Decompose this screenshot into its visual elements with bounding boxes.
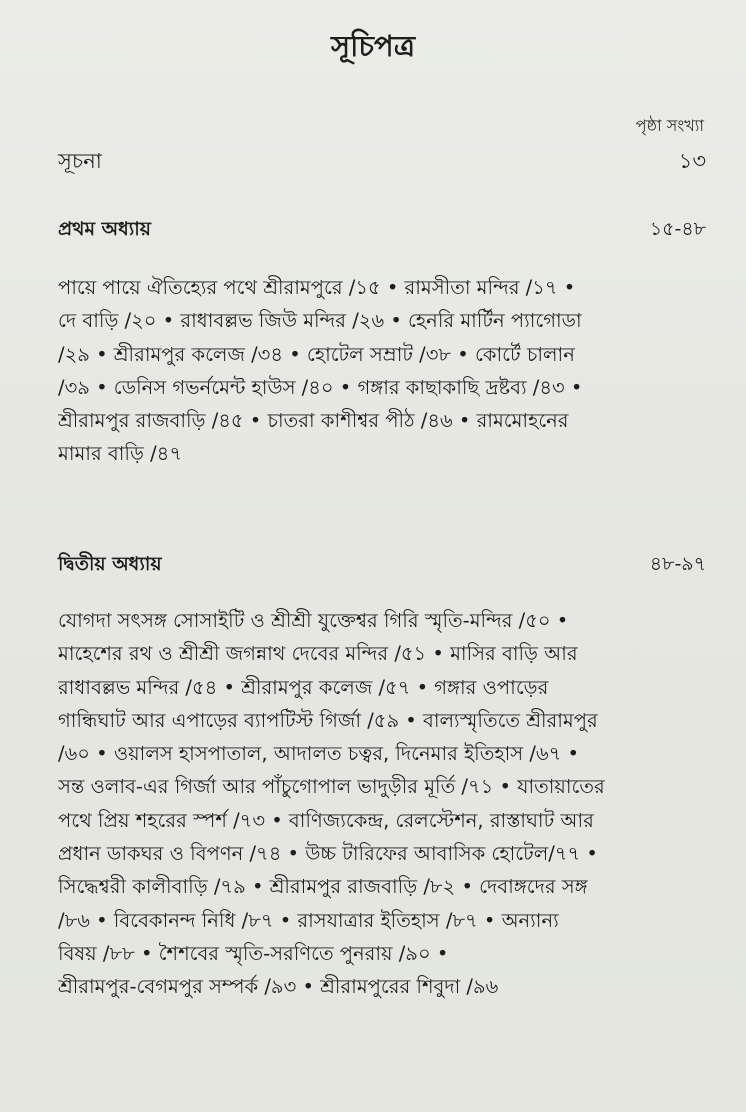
contents-line: মাহেশের রথ ও শ্রীশ্রী জগন্নাথ দেবের মন্দির /৫১ • মাসির বাড়ি আর bbox=[58, 642, 578, 666]
contents-line: বিষয় /৮৮ • শৈশবের স্মৃতি-সরণিতে পুনরায় /৯০ • bbox=[58, 941, 449, 965]
chapter-title: দ্বিতীয় অধ্যায় bbox=[58, 553, 162, 575]
toc-entry-page: ১৩ bbox=[678, 149, 706, 173]
page-number-column-header: পৃষ্ঠা সংখ্যা bbox=[635, 116, 704, 135]
contents-line: গান্ধিঘাট আর এপাড়ের ব্যাপটিস্ট গির্জা /৫৯ • বাল্যস্মৃতিতে শ্রীরামপুর bbox=[58, 708, 598, 732]
contents-line: মামার বাড়ি /৪৭ bbox=[58, 442, 182, 466]
contents-line: রাধাবল্লভ মন্দির /৫৪ • শ্রীরামপুর কলেজ /৫৭ • গঙ্গার ওপাড়ের bbox=[58, 675, 549, 699]
chapter-page-range: ১৫-৪৮ bbox=[649, 218, 706, 240]
chapter-1-contents bbox=[58, 271, 708, 471]
contents-line: /২৯ • শ্রীরামপুর কলেজ /৩৪ • হোটেল সম্রাট /৩৮ • কোর্টে চালান bbox=[58, 342, 575, 366]
chapter-title: প্রথম অধ্যায় bbox=[58, 218, 151, 240]
contents-line: সন্ত ওলাব-এর গির্জা আর পাঁচুগোপাল ভাদুড়ীর মূর্তি /৭১ • যাতায়াতের bbox=[58, 775, 605, 799]
chapter-2-contents bbox=[58, 604, 708, 1004]
toc-entry-label: সূচনা bbox=[58, 149, 102, 173]
contents-line: যোগদা সৎসঙ্গ সোসাইটি ও শ্রীশ্রী যুক্তেশ্বর গিরি স্মৃতি-মন্দির /৫০ • bbox=[58, 609, 569, 632]
contents-line: /৩৯ • ডেনিস গভর্নমেন্ট হাউস /৪০ • গঙ্গার কাছাকাছি দ্রষ্টব্য /৪৩ • bbox=[58, 375, 583, 399]
contents-line: /৮৬ • বিবেকানন্দ নিধি /৮৭ • রাসযাত্রার ইতিহাস /৮৭ • অন্যান্য bbox=[58, 908, 559, 932]
contents-line: সিদ্ধেশ্বরী কালীবাড়ি /৭৯ • শ্রীরামপুর রাজবাড়ি /৮২ • দেবাঙ্গদের সঙ্গ bbox=[58, 875, 588, 899]
page-title: সূচিপত্র bbox=[330, 29, 416, 63]
contents-line: শ্রীরামপুর-বেগমপুর সম্পর্ক /৯৩ • শ্রীরামপুরের শিবুদা /৯৬ bbox=[58, 975, 499, 999]
contents-line: দে বাড়ি /২০ • রাধাবল্লভ জিউ মন্দির /২৬ • হেনরি মার্টিন প্যাগোডা bbox=[58, 309, 582, 333]
contents-line: পথে প্রিয় শহরের স্পর্শ /৭৩ • বাণিজ্যকেন্দ্র, রেলস্টেশন, রাস্তাঘাট আর bbox=[58, 808, 594, 832]
contents-line: /৬০ • ওয়ালস হাসপাতাল, আদালত চত্বর, দিনেমার ইতিহাস /৬৭ • bbox=[58, 742, 580, 766]
contents-line: পায়ে পায়ে ঐতিহ্যের পথে শ্রীরামপুরে /১৫ • রামসীতা মন্দির /১৭ • bbox=[58, 276, 576, 299]
contents-line: প্রধান ডাকঘর ও বিপণন /৭৪ • উচ্চ টারিফের আবাসিক হোটেল/৭৭ • bbox=[58, 842, 598, 866]
contents-line: শ্রীরামপুর রাজবাড়ি /৪৫ • চাতরা কাশীশ্বর পীঠ /৪৬ • রামমোহনের bbox=[58, 409, 569, 433]
chapter-page-range: ৪৮-৯৭ bbox=[649, 553, 706, 575]
